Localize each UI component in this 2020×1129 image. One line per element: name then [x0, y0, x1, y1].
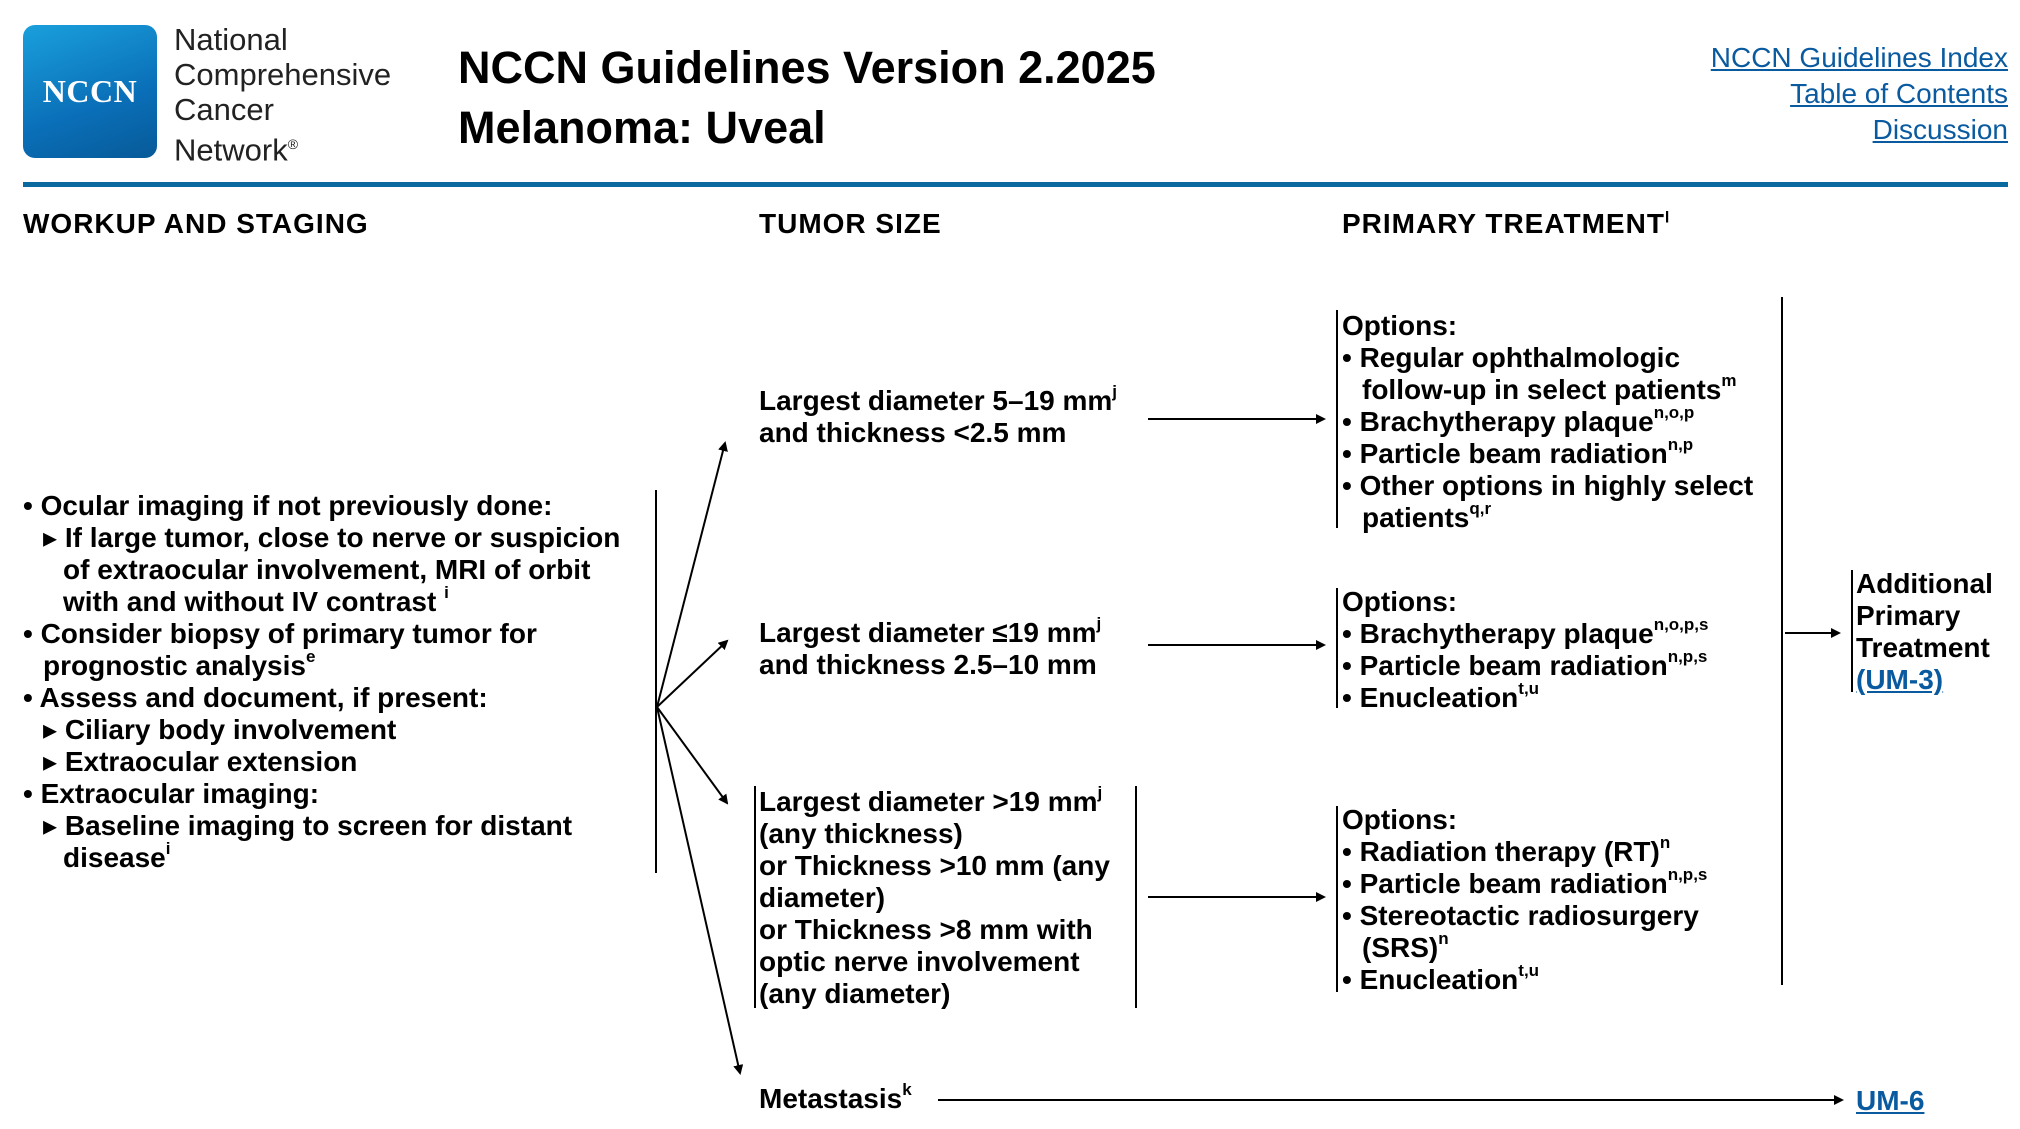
guidelines-index-link[interactable]: NCCN Guidelines Index	[1710, 42, 2008, 73]
workup-header: WORKUP AND STAGING	[23, 208, 369, 239]
tumor-size-header: TUMOR SIZE	[759, 208, 942, 239]
org-line-3: Cancer	[174, 92, 274, 127]
additional-primary-treatment: Additional Primary Treatment (UM-3)	[1856, 568, 1993, 695]
workup-subitem-baseline-2: disease$^i$	[63, 838, 171, 873]
org-line-1: National	[174, 22, 288, 57]
discussion-link[interactable]: Discussion	[1872, 114, 2008, 145]
triangle-bullet-icon: ▸	[43, 746, 65, 777]
arrow-to-small	[657, 443, 725, 707]
workup-subitem-mri-2: of extraocular involvement, MRI of orbit	[63, 554, 591, 585]
size-node-large: Largest diameter >19 $mm^j$ (any thickness) or Thickness >10 mm (any diameter) or Thickness >8 mm with optic nerve involvement (any diameter)	[759, 782, 1110, 1009]
workup-item-extraocular-imaging: • Extraocular imaging:	[23, 778, 320, 809]
nccn-logo-text: NCCN	[42, 73, 138, 109]
treatment-options-large: Options: • Radiation therapy (RT)$^n$ • Particle beam radiation$^{n,p,s}$ • Stereotactic radiosurgery (SRS)$^n$ • Enucleation$^{t,u}$	[1342, 804, 1708, 995]
workup-subitem-ciliary: ▸ Ciliary body involvement	[43, 714, 397, 745]
workup-item-biopsy-2: prognostic analysis$^e$	[43, 646, 316, 681]
triangle-bullet-icon: ▸	[43, 714, 65, 745]
title-version: NCCN Guidelines Version 2.2025	[458, 42, 1156, 93]
primary-treatment-header: PRIMARY TREATMENT$^l$	[1342, 208, 1670, 239]
arrow-to-metastasis	[657, 707, 740, 1073]
triangle-bullet-icon: ▸	[43, 522, 65, 553]
treatment-options-medium: Options: • Brachytherapy plaque$^{n,o,p,s}$ • Particle beam radiation$^{n,p,s}$ • Enucleation$^{t,u}$	[1342, 586, 1709, 713]
title-topic: Melanoma: Uveal	[458, 102, 826, 153]
workup-subitem-baseline: ▸ Baseline imaging to screen for distant	[43, 810, 573, 841]
triangle-bullet-icon: ▸	[43, 810, 65, 841]
size-node-medium: Largest diameter ≤19 $mm^j$ and thickness 2.5–10 mm	[759, 613, 1102, 680]
size-node-metastasis: Metastasis$^k$	[759, 1079, 912, 1114]
org-line-2: Comprehensive	[174, 57, 392, 92]
um-6-link[interactable]: UM-6	[1856, 1085, 1925, 1116]
workup-item-assess: • Assess and document, if present:	[23, 682, 488, 713]
um-3-link[interactable]: (UM-3)	[1856, 664, 1944, 695]
treatment-options-small: Options: • Regular ophthalmologic follow-up in select patients$^m$ • Brachytherapy plaque$^{n,o,p}$ • Particle beam radiation$^{n,p}$ • Other options in highly select patients$^{q,r}$	[1342, 310, 1754, 533]
workup-subitem-mri-3: with and without IV contrast $^i$	[63, 582, 449, 617]
workup-subitem-extraocular: ▸ Extraocular extension	[43, 746, 358, 777]
org-line-4: Network®	[174, 132, 299, 168]
workup-item-ocular: • Ocular imaging if not previously done:	[23, 490, 553, 521]
workup-item-biopsy: • Consider biopsy of primary tumor for	[23, 618, 537, 649]
size-node-small: Largest diameter 5–19 $mm^j$ and thickness <2.5 mm	[759, 381, 1118, 448]
workup-subitem-mri: ▸ If large tumor, close to nerve or suspicion	[43, 522, 621, 553]
table-of-contents-link[interactable]: Table of Contents	[1790, 78, 2008, 109]
arrow-to-medium	[657, 641, 727, 707]
